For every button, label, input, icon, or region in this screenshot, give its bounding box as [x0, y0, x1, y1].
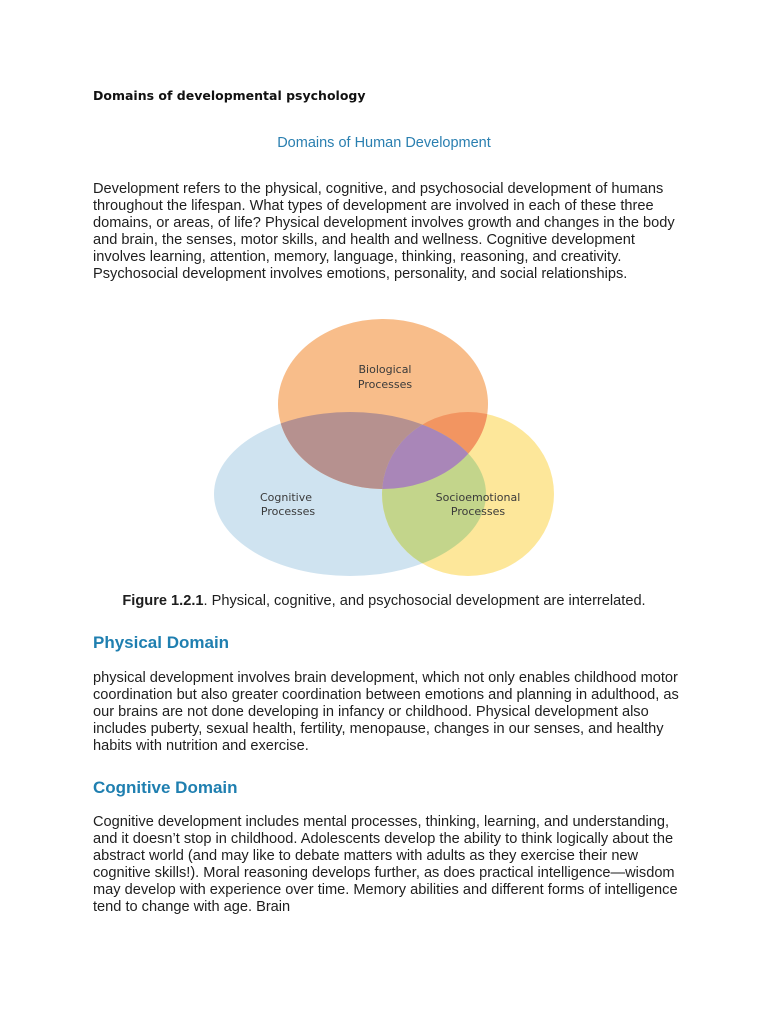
physical-domain-paragraph: physical development involves brain development, which not only enables childhood motor coordination but also greater coordination between emotions and planning in adulthood, as our brains are not done developing in infancy or childhood. Physical development also includes puberty, sexual health, fertility, menopause, changes in our senses, and healthy habits with nutrition and exercise. — [93, 670, 679, 754]
figure-caption — [0, 593, 768, 609]
cognitive-domain-heading: Cognitive Domain — [93, 778, 238, 797]
socioemotional-label-line1: Socioemotional — [435, 491, 521, 504]
venn-diagram — [208, 318, 560, 582]
physical-domain-heading: Physical Domain — [93, 633, 230, 652]
cognitive-label-line1: Cognitive — [259, 491, 313, 504]
figure-caption-label: Figure 1.2.1 — [122, 593, 204, 609]
intro-paragraph: Development refers to the physical, cognitive, and psychosocial development of humans throughout the lifespan. What types of development are involved in each of these three domains, or areas, of life? Physical development involves growth and changes in the body and brain, the senses, motor skills, and health and wellness. Cognitive development involves learning, attention, memory, language, thinking, reasoning, and creativity. Psychosocial development involves emotions, personality, and social relationships. — [93, 181, 675, 282]
socioemotional-label-line2: Processes — [450, 505, 506, 518]
figure-caption-text: . Physical, cognitive, and psychosocial development are interrelated. — [203, 593, 646, 609]
document-subtitle: Domains of Human Development — [277, 135, 491, 151]
cognitive-label-line2: Processes — [260, 505, 316, 518]
document-heading: Domains of developmental psychology — [93, 88, 366, 103]
biological-label-line1: Biological — [358, 363, 412, 376]
cognitive-domain-paragraph: Cognitive development includes mental processes, thinking, learning, and understanding, and it doesn’t stop in childhood. Adolescents develop the ability to think logically about the abstract world (and may like to debate matters with adults as they exercise their new cognitive skills!). Moral reasoning develops further, as does practical intelligence—wisdom may develop with experience over time. Memory abilities and different forms of intelligence tend to change with age. Brain — [93, 814, 678, 915]
biological-label-line2: Processes — [357, 378, 413, 391]
